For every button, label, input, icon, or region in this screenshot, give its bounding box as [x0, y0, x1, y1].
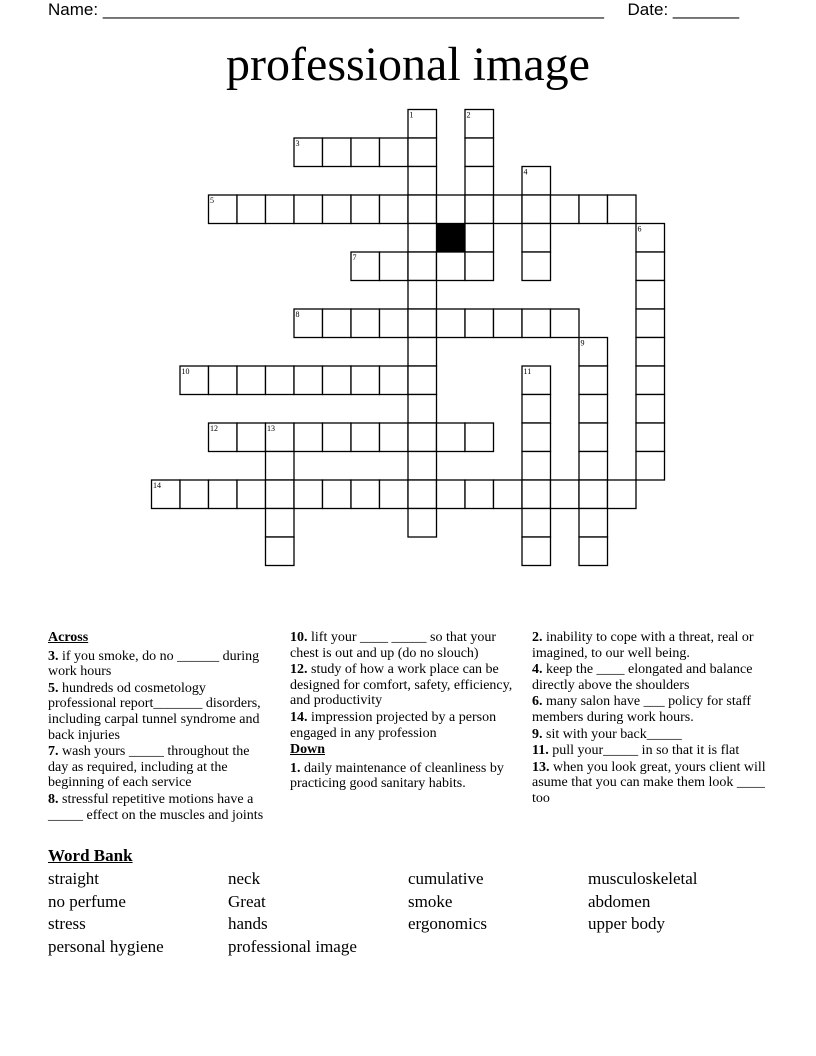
grid-cell[interactable]: [551, 309, 580, 338]
grid-cell[interactable]: [266, 366, 295, 395]
grid-cell[interactable]: [294, 195, 323, 224]
grid-cell[interactable]: [437, 480, 466, 509]
grid-cell[interactable]: [522, 252, 551, 281]
grid-cell[interactable]: [494, 309, 523, 338]
grid-cell[interactable]: [294, 423, 323, 452]
grid-cell[interactable]: [636, 423, 665, 452]
grid-cell[interactable]: [437, 195, 466, 224]
grid-cell[interactable]: [408, 195, 437, 224]
grid-cell[interactable]: [237, 480, 266, 509]
clue-number: 4: [523, 167, 528, 177]
grid-cell[interactable]: [522, 452, 551, 481]
grid-cell[interactable]: [323, 138, 352, 167]
grid-cell[interactable]: [465, 480, 494, 509]
clue-number: 9: [580, 338, 585, 348]
word-bank-item: personal hygiene: [48, 936, 164, 956]
grid-cell[interactable]: [408, 395, 437, 424]
grid-cell[interactable]: [465, 138, 494, 167]
clue-down-9: 9. sit with your back_____: [532, 726, 682, 742]
grid-cell[interactable]: [522, 395, 551, 424]
clue-number: 3: [295, 139, 300, 148]
clue-number: 13: [267, 424, 275, 433]
grid-cell[interactable]: [579, 537, 608, 566]
clues-column-3: [532, 630, 767, 808]
grid-cell[interactable]: [408, 309, 437, 338]
name-field[interactable]: _____________________________________________________: [102, 0, 604, 19]
grid-cell[interactable]: [323, 366, 352, 395]
clue-across-5: 5. hundreds od cosmetology professional report_______ disorders, including carpal tunnel syndrome and back injuries: [48, 680, 261, 743]
grid-cell[interactable]: [351, 423, 380, 452]
clue-across-12: 12. study of how a work place can be designed for comfort, safety, efficiency, and productivity: [290, 662, 513, 709]
grid-cell[interactable]: [351, 195, 380, 224]
clue-down-2: 2. inability to cope with a threat, real or imagined, to our well being.: [532, 630, 754, 661]
grid-cell[interactable]: [408, 452, 437, 481]
grid-cell[interactable]: [294, 480, 323, 509]
word-bank-item: abdomen: [588, 891, 651, 911]
clues-column-2: [290, 630, 515, 793]
down-heading: Down: [290, 742, 326, 758]
clue-down-6: 6. many salon have ___ policy for staff members during work hours.: [532, 694, 752, 725]
clue-number: 10: [181, 367, 190, 376]
grid-cell[interactable]: [380, 309, 409, 338]
grid-cell[interactable]: [494, 195, 523, 224]
grid-cell[interactable]: [579, 395, 608, 424]
grid-cell[interactable]: [522, 423, 551, 452]
word-bank-item: hands: [228, 914, 268, 934]
grid-cell[interactable]: [408, 366, 437, 395]
grid-cell[interactable]: [494, 480, 523, 509]
grid-cell[interactable]: [266, 509, 295, 538]
grid-cell[interactable]: [465, 224, 494, 253]
grid-cell[interactable]: [522, 480, 551, 509]
grid-cell[interactable]: [351, 480, 380, 509]
clue-across-14: 14. impression projected by a person engaged in any profession: [290, 709, 497, 741]
grid-cell[interactable]: [408, 138, 437, 167]
grid-cell[interactable]: [551, 480, 580, 509]
clue-down-13: 13. when you look great, yours client will asume that you can make them look ____ too: [532, 759, 766, 806]
grid-cell[interactable]: [579, 195, 608, 224]
clue-across-3: 3. if you smoke, do no ______ during work hours: [48, 648, 260, 680]
clues-column-1: [48, 630, 273, 824]
grid-cell[interactable]: [437, 423, 466, 452]
blocked-cell: [437, 224, 466, 253]
grid-cell[interactable]: [522, 309, 551, 338]
word-bank-item: straight: [48, 869, 99, 888]
clue-number: 14: [153, 481, 161, 490]
grid-cell[interactable]: [579, 423, 608, 452]
grid-cell[interactable]: [380, 252, 409, 281]
grid-cell[interactable]: [408, 252, 437, 281]
clue-number: 7: [352, 253, 357, 262]
grid-cell[interactable]: [636, 366, 665, 395]
grid-cell[interactable]: [408, 509, 437, 538]
grid-cell[interactable]: [522, 509, 551, 538]
grid-cell[interactable]: [608, 480, 637, 509]
clue-down-4: 4. keep the ____ elongated and balance directly above the shoulders: [532, 662, 753, 693]
grid-cell[interactable]: [380, 423, 409, 452]
word-bank-item: ergonomics: [408, 914, 488, 934]
grid-cell[interactable]: [465, 423, 494, 452]
grid-cell[interactable]: [465, 252, 494, 281]
grid-cell[interactable]: [266, 537, 295, 566]
clue-number: 5: [210, 196, 214, 205]
page-title: professional image: [226, 38, 590, 91]
grid-cell[interactable]: [380, 480, 409, 509]
clue-across-7: 7. wash yours _____ throughout the day as required, including at the beginning of each service: [48, 744, 250, 791]
grid-cell[interactable]: [323, 480, 352, 509]
grid-cell[interactable]: [408, 480, 437, 509]
grid-cell[interactable]: [380, 195, 409, 224]
clue-across-8: 8. stressful repetitive motions have a _____ effect on the muscles and joints: [48, 791, 264, 823]
grid-cell[interactable]: [237, 423, 266, 452]
clue-number: 6: [637, 224, 642, 234]
grid-cell[interactable]: [351, 138, 380, 167]
word-bank: [48, 868, 768, 958]
grid-cell[interactable]: [408, 423, 437, 452]
clue-number: 12: [210, 424, 218, 433]
grid-cell[interactable]: [579, 509, 608, 538]
grid-cell[interactable]: [636, 252, 665, 281]
grid-cell[interactable]: [408, 338, 437, 367]
grid-cell[interactable]: [266, 195, 295, 224]
word-bank-item: professional image: [228, 936, 357, 956]
word-bank-item: smoke: [408, 891, 453, 911]
grid-cell[interactable]: [465, 309, 494, 338]
grid-cell[interactable]: [579, 452, 608, 481]
word-bank-item: upper body: [588, 914, 665, 934]
grid-cell[interactable]: [323, 195, 352, 224]
date-field[interactable]: _______: [672, 0, 740, 19]
grid-cell[interactable]: [408, 281, 437, 310]
grid-cell[interactable]: [209, 480, 238, 509]
clue-number: 2: [466, 110, 471, 120]
grid-cell[interactable]: [408, 167, 437, 196]
clue-number: 11: [523, 367, 532, 376]
date-label: Date:: [627, 0, 669, 19]
grid-cell[interactable]: [209, 366, 238, 395]
grid-cell[interactable]: [351, 309, 380, 338]
grid-cell[interactable]: [522, 195, 551, 224]
grid-cell[interactable]: [522, 224, 551, 253]
grid-cell[interactable]: [636, 452, 665, 481]
word-bank-item: musculoskeletal: [588, 869, 698, 888]
grid-cell[interactable]: [351, 366, 380, 395]
clue-down-11: 11. pull your_____ in so that it is flat: [532, 743, 740, 759]
grid-cell[interactable]: [294, 366, 323, 395]
grid-cell[interactable]: [522, 537, 551, 566]
grid-cell[interactable]: [636, 281, 665, 310]
clue-down-1: 1. daily maintenance of cleanliness by practicing good sanitary habits.: [290, 760, 504, 792]
grid-cell[interactable]: [465, 167, 494, 196]
name-label: Name:: [48, 0, 99, 19]
word-bank-item: no perfume: [48, 891, 126, 911]
grid-cell[interactable]: [579, 480, 608, 509]
clue-number: 1: [409, 110, 414, 120]
clue-across-10: 10. lift your ____ _____ so that your chest is out and up (do no slouch): [290, 630, 497, 661]
grid-cell[interactable]: [465, 195, 494, 224]
grid-cell[interactable]: [237, 195, 266, 224]
grid-cell[interactable]: [266, 480, 295, 509]
grid-cell[interactable]: [408, 224, 437, 253]
grid-cell[interactable]: [551, 195, 580, 224]
grid-cell[interactable]: [636, 338, 665, 367]
grid-cell[interactable]: [237, 366, 266, 395]
grid-cell[interactable]: [323, 423, 352, 452]
grid-cell[interactable]: [380, 366, 409, 395]
word-bank-item: Great: [228, 891, 266, 911]
grid-cell[interactable]: [579, 366, 608, 395]
grid-cell[interactable]: [608, 195, 637, 224]
clue-number: 8: [295, 310, 300, 319]
word-bank-item: cumulative: [408, 869, 484, 888]
across-heading: Across: [48, 630, 89, 645]
grid-cell[interactable]: [636, 309, 665, 338]
grid-cell[interactable]: [437, 309, 466, 338]
grid-cell[interactable]: [437, 252, 466, 281]
word-bank-item: stress: [48, 914, 86, 934]
grid-cell[interactable]: [266, 452, 295, 481]
grid-cell[interactable]: [636, 395, 665, 424]
grid-cell[interactable]: [323, 309, 352, 338]
word-bank-title: Word Bank: [48, 846, 133, 865]
word-bank-item: neck: [228, 869, 261, 888]
grid-cell[interactable]: [180, 480, 209, 509]
grid-cell[interactable]: [380, 138, 409, 167]
